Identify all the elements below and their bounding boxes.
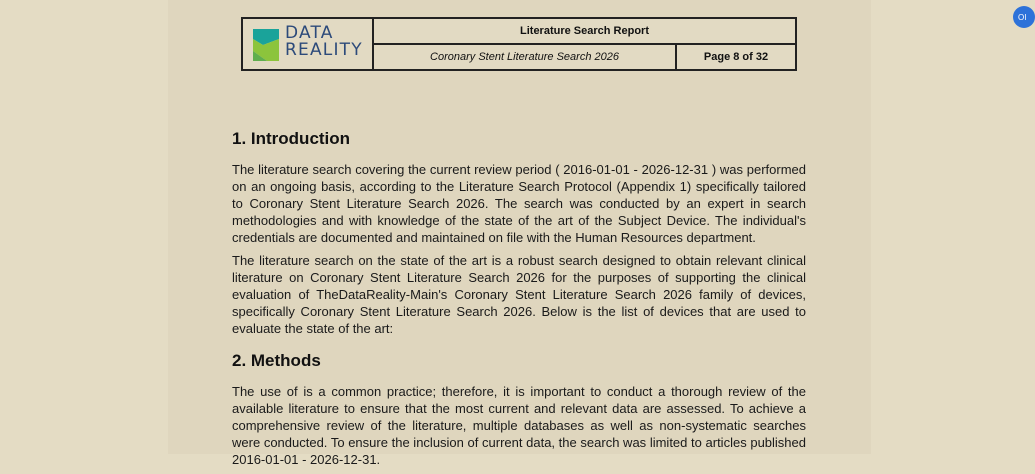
paragraph: The literature search on the state of the art is a robust search designed to obtain relevant clinical literature on Coronary Stent Literature Search 2026 for the purposes of supporting the clinical evaluation of TheDataReality-Main's Coronary Stent Literature Search 2026 family of devices, specifically Coronary Stent Literature Search 2026. Below is the list of devices that are used to evaluate the state of the art: — [232, 253, 806, 336]
section-heading-methods: 2. Methods — [232, 351, 321, 370]
document-body — [232, 126, 806, 474]
paragraph: The use of is a common practice; therefore, it is important to conduct a thorough review of the available literature to ensure that the most current and relevant data are assessed. To achieve a comprehensive review of the literature, multiple databases as well as non-systematic searches were conducted. To ensure the inclusion of current data, the search was limited to articles published 2016-01-01 - 2026-12-31. — [232, 384, 806, 467]
extension-button[interactable]: OI — [1013, 6, 1035, 28]
report-title: Literature Search Report — [374, 19, 795, 45]
page-header-table — [241, 17, 797, 71]
paragraph: The literature search covering the current review period ( 2016-01-01 - 2026-12-31 ) was performed on an ongoing basis, according to the Literature Search Protocol (Appendix 1) specifically tailored to Coronary Stent Literature Search 2026. The search was conducted by an expert in search methodologies and with knowledge of the state of the art of the Subject Device. The individual's credentials are documented and maintained on file with the Human Resources department. — [232, 162, 806, 245]
report-subtitle: Coronary Stent Literature Search 2026 — [374, 45, 677, 69]
document-page — [168, 0, 871, 467]
company-logo — [243, 19, 374, 69]
data-reality-logo-mark — [253, 29, 279, 61]
logo-wordmark: DATA REALITY — [285, 23, 363, 60]
page-number: Page 8 of 32 — [703, 51, 769, 63]
section-heading-introduction: 1. Introduction — [232, 129, 351, 148]
